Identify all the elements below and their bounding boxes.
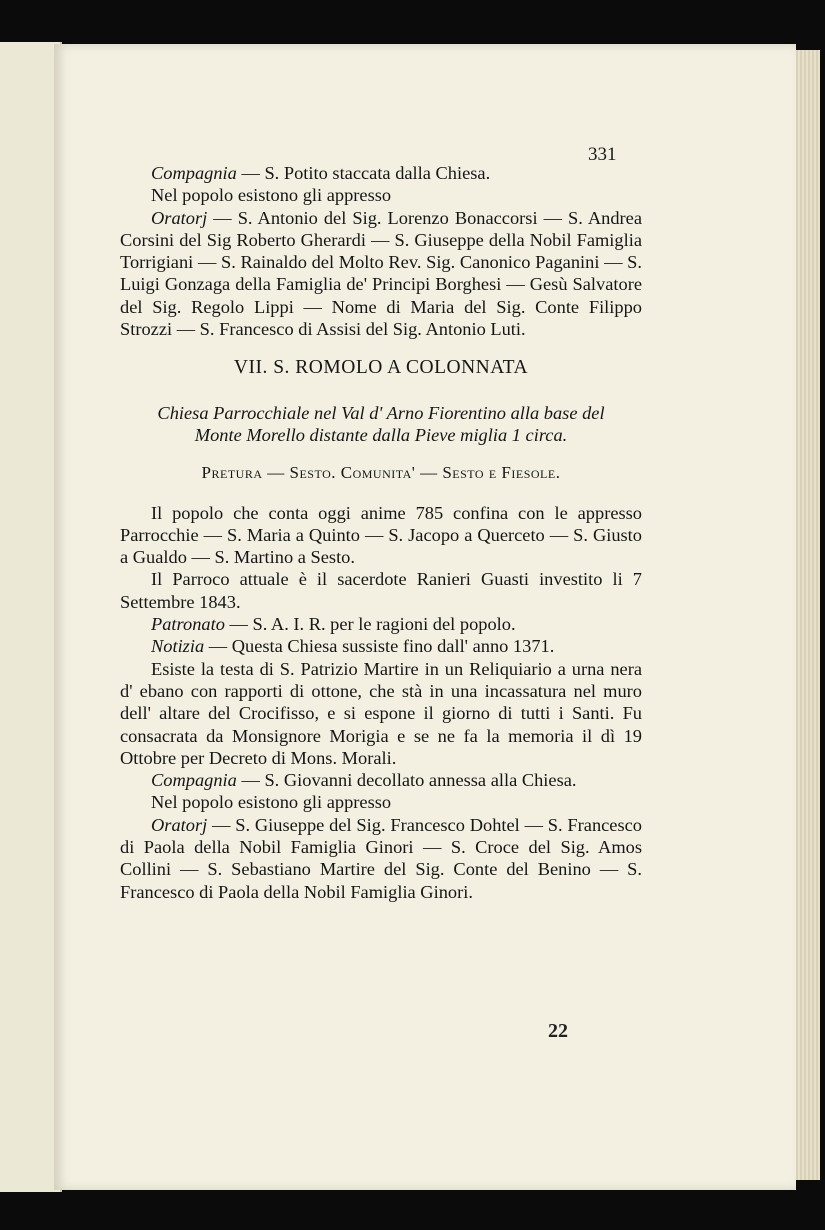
notizia-paragraph xyxy=(120,635,642,657)
compagnia-text: — S. Potito staccata dalla Chiesa. xyxy=(241,163,491,183)
jurisdiction-line: Pretura — Sesto. Comunita' — Sesto e Fiesole. xyxy=(201,463,561,483)
parroco-paragraph: Il Parroco attuale è il sacerdote Ranieri Guasti investito li 7 Settembre 1843. xyxy=(120,569,642,612)
oratorj-paragraph xyxy=(120,814,642,903)
signature-mark: 22 xyxy=(548,1020,568,1042)
notizia-text: — Questa Chiesa sussiste fino dall' anno 1371. xyxy=(208,636,555,657)
reliquia-paragraph: Esiste la testa di S. Patrizio Martire in un Reliquiario a urna nera d' ebano con rapporti di ottone, che stà in una incassatura nel muro dell' altare del Crocifisso, e si espone il giorno di tutti i Santi. Fu consacrata da Monsignore Morigia e se ne fa la memoria il dì 19 Ottobre per Decreto di Mons. Morali. xyxy=(120,658,642,768)
section-compagnia-text: — S. Giovanni decollato annessa alla Chiesa. xyxy=(241,770,577,791)
intro-oratorj xyxy=(120,207,642,341)
compagnia-paragraph xyxy=(120,769,642,791)
section-heading: VII. S. ROMOLO A COLONNATA xyxy=(233,357,529,379)
intro-popolo: Nel popolo esistono gli appresso xyxy=(151,185,392,206)
popolo-esistono-paragraph: Nel popolo esistono gli appresso xyxy=(151,792,392,813)
page-body xyxy=(120,162,642,903)
oratorj-label: Oratorj xyxy=(151,207,208,228)
patronato-text: — S. A. I. R. per le ragioni del popolo. xyxy=(229,614,516,635)
patronato-label: Patronato xyxy=(151,614,225,635)
oratorj-text: — S. Antonio del Sig. Lorenzo Bonaccorsi — S. Andrea Corsini del Sig Roberto Gherardi — S. Giuseppe della Nobil Famiglia Torrigiani — S. Rainaldo del Molto Rev. Sig. Canonico Paganini — S. Luigi Gonzaga della Famiglia de' Principi Borghesi — Gesù Salvatore del Sig. Regolo Lippi — Nome di Maria del Sig. Conte Filippo Strozzi — S. Francesco di Assisi del Sig. Antonio Luti. xyxy=(120,207,642,340)
left-page-edge xyxy=(0,42,62,1192)
section-oratorj-text: — S. Giuseppe del Sig. Francesco Dohtel — S. Francesco di Paola della Nobil Famiglia Ginori — S. Croce del Sig. Amos Collini — S. Sebastiano Martire del Sig. Conte del Benino — S. Francesco di Paola della Nobil Famiglia Ginori. xyxy=(120,814,642,902)
page-number: 331 xyxy=(588,144,617,165)
compagnia-label: Compagnia xyxy=(151,163,237,183)
section-compagnia-label: Compagnia xyxy=(151,770,237,791)
section-subtitle-line1: Chiesa Parrocchiale nel Val d' Arno Fiorentino alla base del xyxy=(157,402,605,423)
notizia-label: Notizia xyxy=(151,636,205,657)
intro-compagnia xyxy=(120,162,642,184)
patronato-paragraph xyxy=(120,613,642,635)
section-subtitle-line2: Monte Morello distante dalla Pieve miglia 1 circa. xyxy=(194,424,568,445)
popolo-paragraph: Il popolo che conta oggi anime 785 confina con le appresso Parrocchie — S. Maria a Quinto — S. Jacopo a Querceto — S. Giusto a Gualdo — S. Martino a Sesto. xyxy=(120,502,642,568)
section-oratorj-label: Oratorj xyxy=(151,814,208,835)
